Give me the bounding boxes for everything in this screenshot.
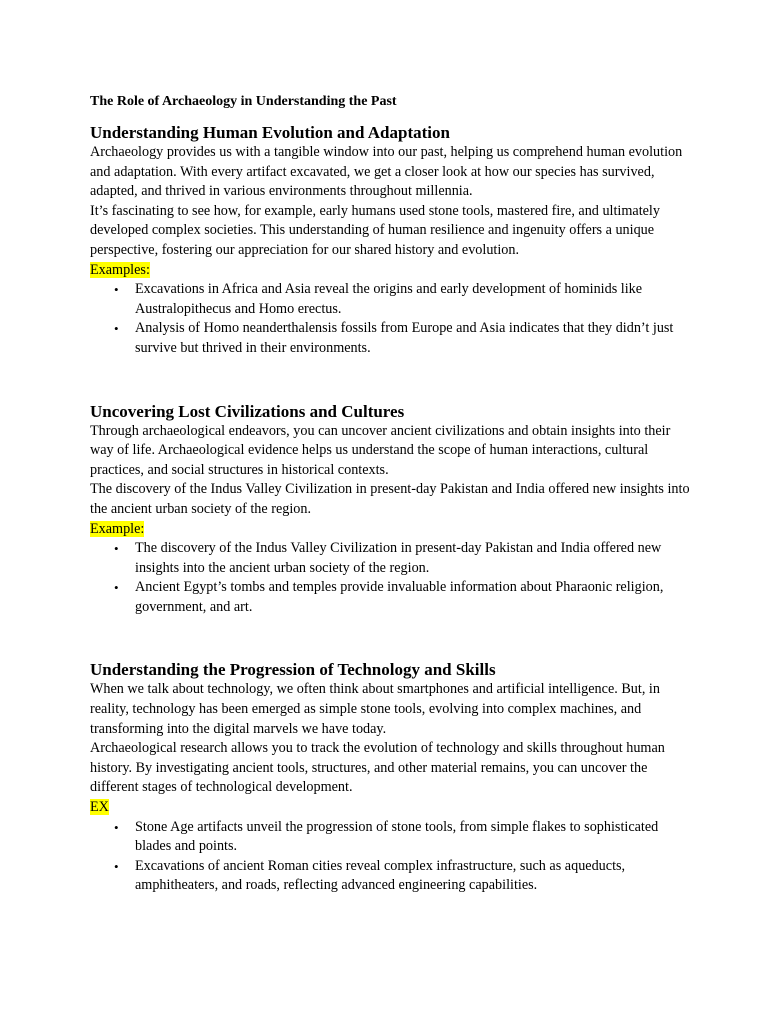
bullet-icon: •	[114, 858, 119, 874]
bullet-icon: •	[114, 321, 119, 337]
paragraph: The discovery of the Indus Valley Civilization in present-day Pakistan and India offered new insights into the ancient urban society of the region.	[90, 481, 690, 517]
section-human-evolution	[90, 123, 690, 359]
bullet-icon: •	[114, 819, 119, 835]
paragraph: Archaeology provides us with a tangible window into our past, helping us comprehend human evolution and adaptation. With every artifact excavated, we get a closer look at how our species has survived, adapted, and thrived in various environments throughout millennia.	[90, 144, 683, 200]
bullet-list	[90, 280, 690, 358]
paragraph: Through archaeological endeavors, you can uncover ancient civilizations and obtain insights into their way of life. Archaeological evidence helps us understand the scope of human interactions, cultural practices, and social structures in historical contexts.	[90, 422, 671, 478]
list-item-text: The discovery of the Indus Valley Civilization in present-day Pakistan and India offered new insights into the ancient urban society of the region.	[135, 540, 662, 576]
list-item-text: Excavations of ancient Roman cities reveal complex infrastructure, such as aqueducts, amphitheaters, and roads, reflecting advanced engineering capabilities.	[135, 857, 626, 894]
list-item	[114, 578, 690, 617]
section-heading: Understanding Human Evolution and Adaptation	[90, 123, 450, 142]
list-item-text: Excavations in Africa and Asia reveal the origins and early development of hominids like Australopithecus and Homo erectus.	[135, 281, 643, 317]
highlighted-label: EX	[90, 799, 109, 816]
highlighted-label: Examples:	[90, 261, 150, 278]
document-title: The Role of Archaeology in Understanding the Past	[90, 94, 397, 109]
list-item	[114, 280, 690, 319]
list-item-text: Analysis of Homo neanderthalensis fossils from Europe and Asia indicates that they didn’t just survive but thrived in their environments.	[135, 320, 674, 356]
examples-label	[90, 520, 690, 540]
paragraph: Archaeological research allows you to track the evolution of technology and skills throughout human history. By investigating ancient tools, structures, and other material remains, you can uncover the different stages of technological development.	[90, 740, 665, 796]
list-item	[114, 857, 690, 896]
section-heading: Understanding the Progression of Technology and Skills	[90, 660, 496, 680]
bullet-icon: •	[114, 541, 119, 557]
section-heading: Uncovering Lost Civilizations and Cultures	[90, 401, 405, 421]
examples-label	[90, 261, 690, 281]
list-item	[114, 539, 690, 578]
bullet-icon: •	[114, 580, 119, 596]
list-item	[114, 319, 690, 358]
section-lost-civilizations	[90, 402, 690, 618]
bullet-icon: •	[114, 282, 119, 298]
section-technology-progression	[90, 660, 690, 896]
highlighted-label: Example:	[90, 520, 145, 537]
paragraph: When we talk about technology, we often think about smartphones and artificial intelligence. But, in reality, technology has been emerged as simple stone tools, evolving into complex machines, and transforming into the digital marvels we have today.	[90, 681, 660, 737]
bullet-list	[90, 539, 690, 617]
document-page	[90, 92, 690, 896]
bullet-list	[90, 818, 690, 896]
list-item-text: Ancient Egypt’s tombs and temples provide invaluable information about Pharaonic religion, government, and art.	[135, 579, 664, 615]
list-item	[114, 818, 690, 857]
examples-label	[90, 798, 690, 818]
list-item-text: Stone Age artifacts unveil the progression of stone tools, from simple flakes to sophisticated blades and points.	[135, 818, 659, 855]
paragraph: It’s fascinating to see how, for example, early humans used stone tools, mastered fire, and ultimately developed complex societies. This understanding of human resilience and ingenuity offers a unique perspective, fostering our appreciation for our shared history and evolution.	[90, 202, 660, 258]
